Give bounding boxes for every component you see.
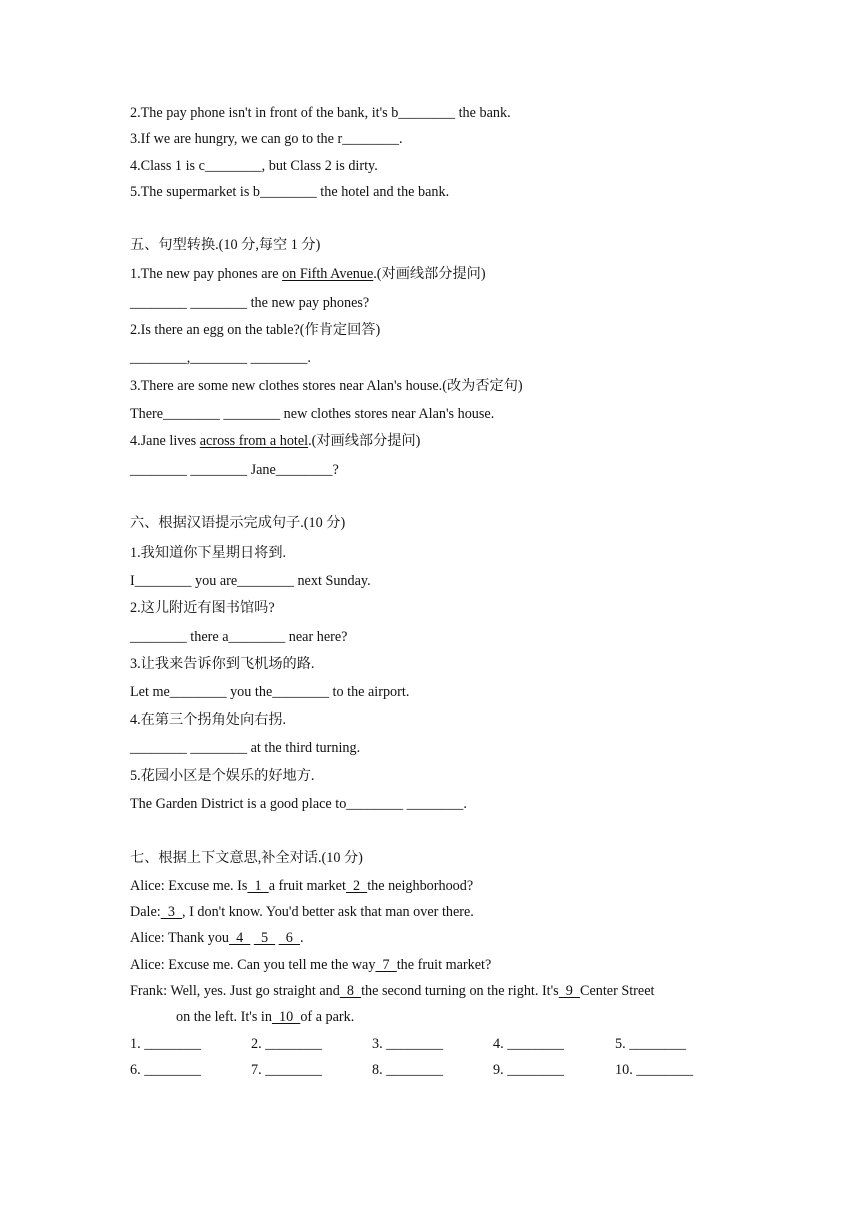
answer-slot-9: 9. ________ [493,1062,564,1078]
s7-heading: 七、根据上下文意思,补全对话.(10 分) [130,850,363,866]
blank-5: 5 [253,930,276,946]
s4-question-3: 3.If we are hungry, we can go to the r________. [130,131,403,147]
blank-8: 8 [339,983,362,999]
dialogue-text: Frank: Well, yes. Just go straight and [130,983,340,999]
dialogue-text: the neighborhood? [367,878,474,894]
s6-question-3: 3.让我来告诉你到飞机场的路. [130,656,315,672]
s5-q1-underlined: on Fifth Avenue [282,266,374,282]
dialogue-text: , I don't know. You'd better ask that man over there. [182,904,474,920]
dialogue-text: Alice: Thank you [130,930,230,946]
dialogue-text: Center Street [579,983,655,999]
dialogue-text: Alice: Excuse me. Can you tell me the way [130,957,376,973]
s6-question-1: 1.我知道你下星期日将到. [130,545,287,561]
s5-question-3: 3.There are some new clothes stores near Alan's house.(改为否定句) [130,378,523,394]
answer-slot-6: 6. ________ [130,1062,201,1078]
s4-question-2: 2.The pay phone isn't in front of the bank, it's b________ the bank. [130,105,511,121]
s4-question-5: 5.The supermarket is b________ the hotel and the bank. [130,184,450,200]
s5-heading: 五、句型转换.(10 分,每空 1 分) [130,237,321,253]
s6-answer-2: ________ there a________ near here? [130,629,348,645]
dialogue-text: on the left. It's in [176,1009,272,1025]
answer-slot-4: 4. ________ [493,1036,564,1052]
answer-slot-2: 2. ________ [251,1036,322,1052]
s5-answer-1: ________ ________ the new pay phones? [130,295,370,311]
s5-q4-pre: 4.Jane lives [130,433,200,449]
blank-2: 2 [345,878,368,894]
s5-question-1 [130,265,486,283]
answer-slot-10: 10. ________ [615,1062,694,1078]
dialogue-text: Dale: [130,904,161,920]
answer-slot-1: 1. ________ [130,1036,201,1052]
answer-slot-3: 3. ________ [372,1036,443,1052]
blank-1: 1 [247,878,269,894]
s5-q4-post: .(对画线部分提问) [308,433,421,449]
s5-q1-pre: 1.The new pay phones are [130,266,283,282]
dialogue-text: the fruit market? [396,957,492,973]
s6-answer-4: ________ ________ at the third turning. [130,740,361,756]
answer-slot-5: 5. ________ [615,1036,686,1052]
dialogue-line-6 [176,1008,354,1026]
dialogue-text: the second turning on the right. It's [361,983,559,999]
dialogue-line-3 [130,929,304,947]
s6-question-5: 5.花园小区是个娱乐的好地方. [130,768,315,784]
s5-q1-post: .(对画线部分提问) [373,266,486,282]
dialogue-line-5 [130,982,654,1000]
s6-answer-5: The Garden District is a good place to________ ________. [130,796,467,812]
dialogue-line-2 [130,903,474,921]
dialogue-text: a fruit market [268,878,346,894]
s5-q4-underlined: across from a hotel [199,433,309,449]
dialogue-text: of a park. [300,1009,355,1025]
dialogue-line-4 [130,956,491,974]
blank-4: 4 [229,930,251,946]
s6-answer-3: Let me________ you the________ to the airport. [130,684,410,700]
s5-question-2: 2.Is there an egg on the table?(作肯定回答) [130,322,381,338]
answer-slot-8: 8. ________ [372,1062,443,1078]
dialogue-text: Alice: Excuse me. Is [130,878,248,894]
s6-question-2: 2.这儿附近有图书馆吗? [130,600,275,616]
s6-answer-1: I________ you are________ next Sunday. [130,573,371,589]
dialogue-text: . [299,930,304,946]
s5-answer-4: ________ ________ Jane________? [130,462,339,478]
s5-question-4 [130,432,420,450]
s6-question-4: 4.在第三个拐角处向右拐. [130,712,287,728]
blank-10: 10 [271,1009,301,1025]
dialogue-line-1 [130,877,473,895]
blank-6: 6 [278,930,300,946]
s5-answer-3: There________ ________ new clothes stores near Alan's house. [130,406,495,422]
blank-3: 3 [160,904,183,920]
s5-answer-2: ________,________ ________. [130,350,311,366]
s6-heading: 六、根据汉语提示完成句子.(10 分) [130,515,346,531]
s4-question-4: 4.Class 1 is c________, but Class 2 is dirty. [130,158,378,174]
blank-9: 9 [558,983,580,999]
blank-7: 7 [375,957,397,973]
answer-slot-7: 7. ________ [251,1062,322,1078]
